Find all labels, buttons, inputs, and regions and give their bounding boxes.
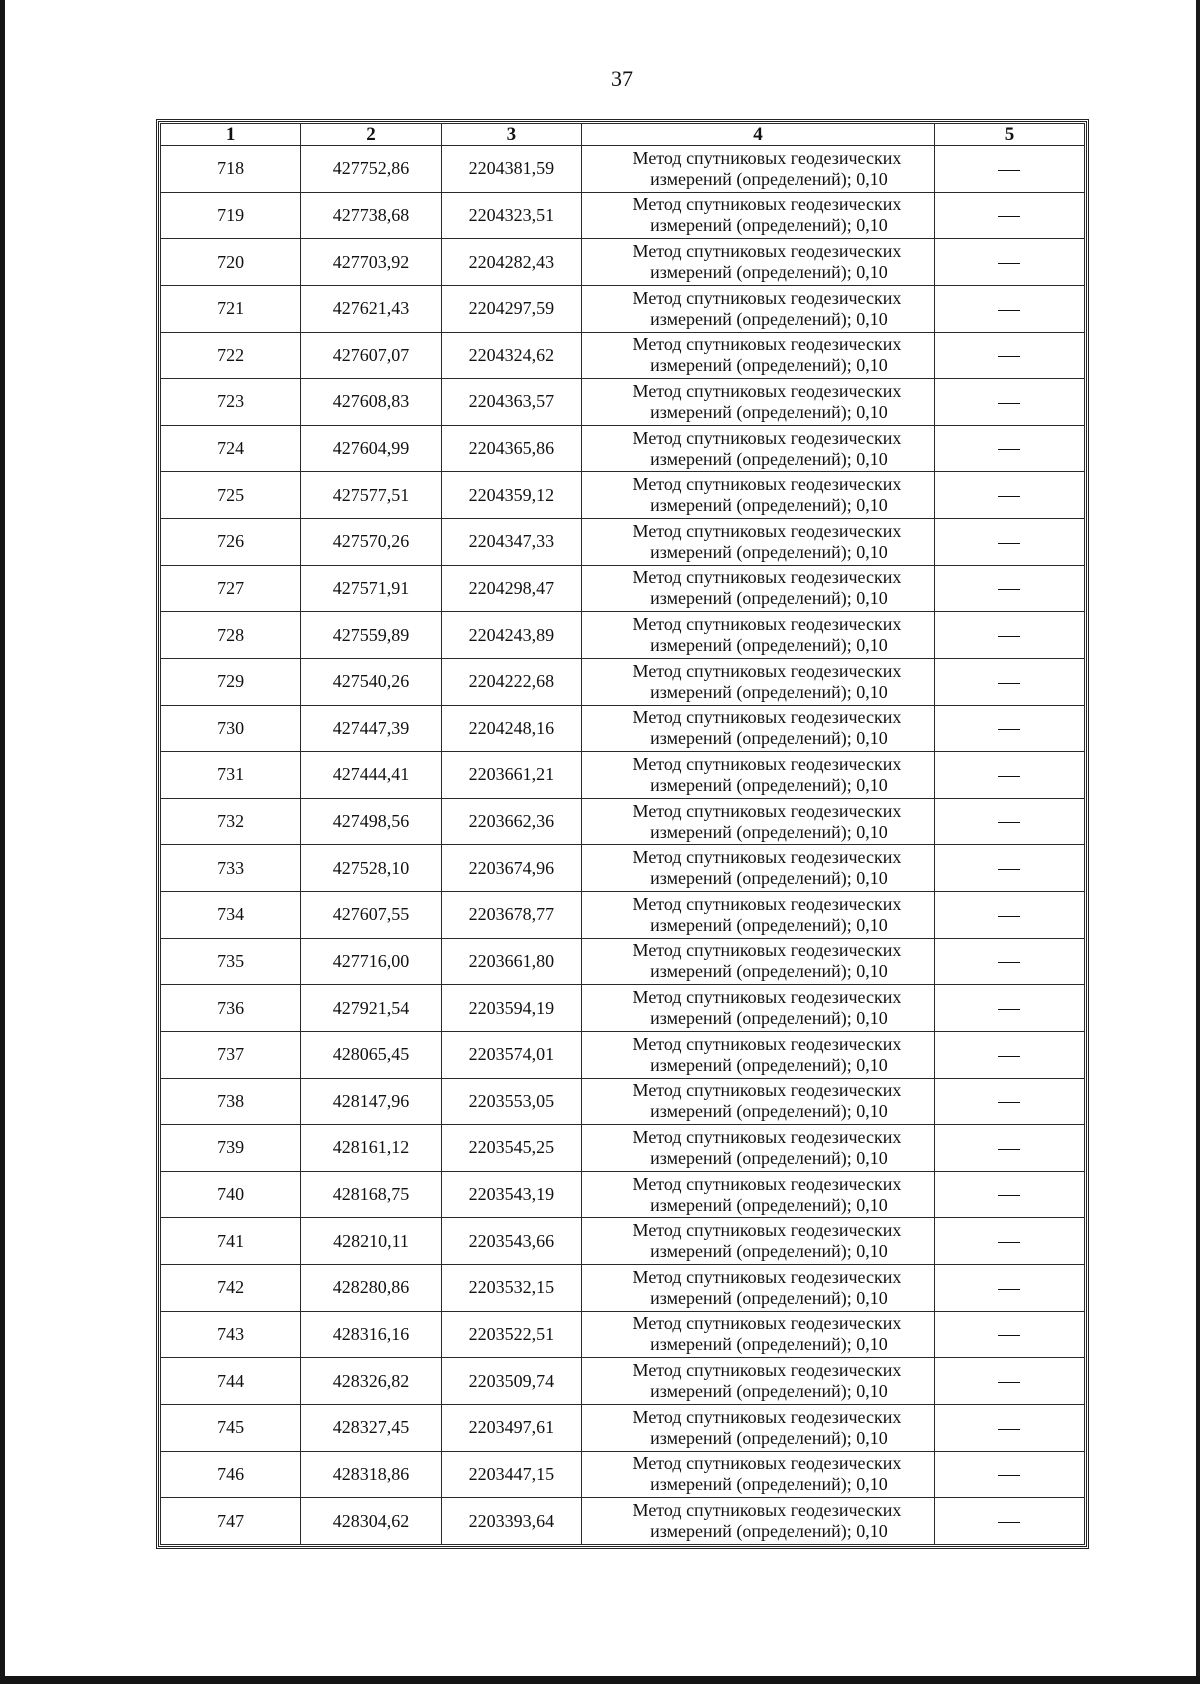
x-coordinate-cell: 427571,91 bbox=[301, 565, 441, 612]
method-text-line1: Метод спутниковых геодезических bbox=[632, 567, 902, 588]
method-text-line1: Метод спутниковых геодезических bbox=[632, 1220, 902, 1241]
method-text-line1: Метод спутниковых геодезических bbox=[632, 1080, 902, 1101]
table-row bbox=[161, 1498, 1085, 1545]
note-cell bbox=[934, 146, 1084, 193]
method-text-line1: Метод спутниковых геодезических bbox=[632, 893, 902, 914]
table-row bbox=[161, 285, 1085, 332]
method-text-line2: измерений (определений); 0,10 bbox=[650, 774, 888, 795]
point-number-cell: 730 bbox=[161, 705, 301, 752]
x-coordinate-cell: 428280,86 bbox=[301, 1265, 441, 1312]
method-text-line1: Метод спутниковых геодезических bbox=[632, 380, 902, 401]
method-cell bbox=[582, 285, 935, 332]
y-coordinate-cell: 2204243,89 bbox=[441, 612, 581, 659]
note-cell bbox=[934, 658, 1084, 705]
y-coordinate-cell: 2203545,25 bbox=[441, 1125, 581, 1172]
table-row bbox=[161, 192, 1085, 239]
note-cell bbox=[934, 1358, 1084, 1405]
method-text-line2: измерений (определений); 0,10 bbox=[650, 914, 888, 935]
method-cell bbox=[582, 472, 935, 519]
dash-mark bbox=[998, 170, 1020, 171]
method-cell bbox=[582, 1498, 935, 1545]
method-text-line2: измерений (определений); 0,10 bbox=[650, 1241, 888, 1262]
scan-border-bottom bbox=[0, 1676, 1200, 1684]
method-cell bbox=[582, 1451, 935, 1498]
note-cell bbox=[934, 1125, 1084, 1172]
coordinates-table-frame bbox=[156, 119, 1089, 1549]
point-number-cell: 722 bbox=[161, 332, 301, 379]
point-number-cell: 737 bbox=[161, 1031, 301, 1078]
dash-mark bbox=[998, 1429, 1020, 1430]
header-cell-5: 5 bbox=[934, 124, 1084, 146]
table-row bbox=[161, 239, 1085, 286]
note-cell bbox=[934, 425, 1084, 472]
method-cell bbox=[582, 1218, 935, 1265]
method-text-line2: измерений (определений); 0,10 bbox=[650, 308, 888, 329]
table-row bbox=[161, 845, 1085, 892]
method-text-line1: Метод спутниковых геодезических bbox=[632, 614, 902, 635]
method-text-line1: Метод спутниковых геодезических bbox=[632, 1453, 902, 1474]
method-text-line2: измерений (определений); 0,10 bbox=[650, 1427, 888, 1448]
point-number-cell: 732 bbox=[161, 798, 301, 845]
method-text-line2: измерений (определений); 0,10 bbox=[650, 1334, 888, 1355]
x-coordinate-cell: 427577,51 bbox=[301, 472, 441, 519]
x-coordinate-cell: 428316,16 bbox=[301, 1311, 441, 1358]
dash-mark bbox=[998, 263, 1020, 264]
note-cell bbox=[934, 938, 1084, 985]
header-cell-2: 2 bbox=[301, 124, 441, 146]
method-text-line2: измерений (определений); 0,10 bbox=[650, 215, 888, 236]
y-coordinate-cell: 2204365,86 bbox=[441, 425, 581, 472]
x-coordinate-cell: 427921,54 bbox=[301, 985, 441, 1032]
method-text-line1: Метод спутниковых геодезических bbox=[632, 707, 902, 728]
method-text-line1: Метод спутниковых геодезических bbox=[632, 847, 902, 868]
table-row bbox=[161, 938, 1085, 985]
note-cell bbox=[934, 985, 1084, 1032]
point-number-cell: 744 bbox=[161, 1358, 301, 1405]
y-coordinate-cell: 2204282,43 bbox=[441, 239, 581, 286]
point-number-cell: 720 bbox=[161, 239, 301, 286]
y-coordinate-cell: 2204359,12 bbox=[441, 472, 581, 519]
method-text-line2: измерений (определений); 0,10 bbox=[650, 1474, 888, 1495]
x-coordinate-cell: 427703,92 bbox=[301, 239, 441, 286]
dash-mark bbox=[998, 449, 1020, 450]
point-number-cell: 745 bbox=[161, 1404, 301, 1451]
table-row bbox=[161, 1265, 1085, 1312]
y-coordinate-cell: 2204347,33 bbox=[441, 519, 581, 566]
y-coordinate-cell: 2203553,05 bbox=[441, 1078, 581, 1125]
note-cell bbox=[934, 705, 1084, 752]
y-coordinate-cell: 2203447,15 bbox=[441, 1451, 581, 1498]
method-text-line2: измерений (определений); 0,10 bbox=[650, 1101, 888, 1122]
dash-mark bbox=[998, 962, 1020, 963]
x-coordinate-cell: 427608,83 bbox=[301, 379, 441, 426]
dash-mark bbox=[998, 310, 1020, 311]
method-cell bbox=[582, 752, 935, 799]
dash-mark bbox=[998, 216, 1020, 217]
header-cell-4: 4 bbox=[582, 124, 935, 146]
method-text-line2: измерений (определений); 0,10 bbox=[650, 448, 888, 469]
dash-mark bbox=[998, 636, 1020, 637]
method-cell bbox=[582, 239, 935, 286]
method-text-line1: Метод спутниковых геодезических bbox=[632, 474, 902, 495]
method-text-line2: измерений (определений); 0,10 bbox=[650, 541, 888, 562]
table-row bbox=[161, 752, 1085, 799]
dash-mark bbox=[998, 1475, 1020, 1476]
table-row bbox=[161, 1218, 1085, 1265]
y-coordinate-cell: 2203662,36 bbox=[441, 798, 581, 845]
note-cell bbox=[934, 798, 1084, 845]
note-cell bbox=[934, 1404, 1084, 1451]
dash-mark bbox=[998, 683, 1020, 684]
method-cell bbox=[582, 798, 935, 845]
method-text-line2: измерений (определений); 0,10 bbox=[650, 1521, 888, 1542]
y-coordinate-cell: 2203661,80 bbox=[441, 938, 581, 985]
table-row bbox=[161, 798, 1085, 845]
x-coordinate-cell: 427570,26 bbox=[301, 519, 441, 566]
point-number-cell: 723 bbox=[161, 379, 301, 426]
method-text-line2: измерений (определений); 0,10 bbox=[650, 821, 888, 842]
x-coordinate-cell: 427716,00 bbox=[301, 938, 441, 985]
point-number-cell: 734 bbox=[161, 892, 301, 939]
method-text-line2: измерений (определений); 0,10 bbox=[650, 961, 888, 982]
point-number-cell: 733 bbox=[161, 845, 301, 892]
table-row bbox=[161, 658, 1085, 705]
method-text-line1: Метод спутниковых геодезических bbox=[632, 147, 902, 168]
method-text-line1: Метод спутниковых геодезических bbox=[632, 194, 902, 215]
x-coordinate-cell: 428065,45 bbox=[301, 1031, 441, 1078]
method-cell bbox=[582, 1031, 935, 1078]
table-row bbox=[161, 612, 1085, 659]
method-cell bbox=[582, 938, 935, 985]
coordinates-table bbox=[160, 123, 1085, 1545]
dash-mark bbox=[998, 916, 1020, 917]
x-coordinate-cell: 428318,86 bbox=[301, 1451, 441, 1498]
note-cell bbox=[934, 1265, 1084, 1312]
method-cell bbox=[582, 332, 935, 379]
dash-mark bbox=[998, 543, 1020, 544]
method-text-line2: измерений (определений); 0,10 bbox=[650, 588, 888, 609]
method-text-line1: Метод спутниковых геодезических bbox=[632, 1500, 902, 1521]
dash-mark bbox=[998, 1195, 1020, 1196]
y-coordinate-cell: 2204248,16 bbox=[441, 705, 581, 752]
point-number-cell: 747 bbox=[161, 1498, 301, 1545]
method-text-line1: Метод спутниковых геодезических bbox=[632, 520, 902, 541]
method-text-line1: Метод спутниковых геодезических bbox=[632, 334, 902, 355]
method-text-line1: Метод спутниковых геодезических bbox=[632, 940, 902, 961]
page-number: 37 bbox=[611, 66, 633, 91]
method-text-line2: измерений (определений); 0,10 bbox=[650, 1008, 888, 1029]
table-row bbox=[161, 1031, 1085, 1078]
method-cell bbox=[582, 1125, 935, 1172]
x-coordinate-cell: 427444,41 bbox=[301, 752, 441, 799]
note-cell bbox=[934, 1218, 1084, 1265]
method-text-line2: измерений (определений); 0,10 bbox=[650, 401, 888, 422]
y-coordinate-cell: 2203532,15 bbox=[441, 1265, 581, 1312]
table-row bbox=[161, 519, 1085, 566]
x-coordinate-cell: 427621,43 bbox=[301, 285, 441, 332]
note-cell bbox=[934, 192, 1084, 239]
dash-mark bbox=[998, 1522, 1020, 1523]
point-number-cell: 742 bbox=[161, 1265, 301, 1312]
y-coordinate-cell: 2203522,51 bbox=[441, 1311, 581, 1358]
note-cell bbox=[934, 519, 1084, 566]
method-cell bbox=[582, 1404, 935, 1451]
dash-mark bbox=[998, 1149, 1020, 1150]
method-text-line2: измерений (определений); 0,10 bbox=[650, 728, 888, 749]
point-number-cell: 719 bbox=[161, 192, 301, 239]
method-cell bbox=[582, 146, 935, 193]
note-cell bbox=[934, 1031, 1084, 1078]
method-text-line1: Метод спутниковых геодезических bbox=[632, 987, 902, 1008]
y-coordinate-cell: 2203509,74 bbox=[441, 1358, 581, 1405]
method-text-line1: Метод спутниковых геодезических bbox=[632, 241, 902, 262]
method-text-line1: Метод спутниковых геодезических bbox=[632, 1360, 902, 1381]
method-text-line1: Метод спутниковых геодезических bbox=[632, 287, 902, 308]
y-coordinate-cell: 2204297,59 bbox=[441, 285, 581, 332]
table-row bbox=[161, 379, 1085, 426]
x-coordinate-cell: 427447,39 bbox=[301, 705, 441, 752]
method-cell bbox=[582, 192, 935, 239]
note-cell bbox=[934, 1171, 1084, 1218]
x-coordinate-cell: 428304,62 bbox=[301, 1498, 441, 1545]
table-row bbox=[161, 892, 1085, 939]
x-coordinate-cell: 427738,68 bbox=[301, 192, 441, 239]
point-number-cell: 746 bbox=[161, 1451, 301, 1498]
note-cell bbox=[934, 612, 1084, 659]
scan-border-right bbox=[1196, 0, 1200, 1684]
point-number-cell: 741 bbox=[161, 1218, 301, 1265]
method-text-line2: измерений (определений); 0,10 bbox=[650, 1381, 888, 1402]
dash-mark bbox=[998, 589, 1020, 590]
method-cell bbox=[582, 1171, 935, 1218]
dash-mark bbox=[998, 1102, 1020, 1103]
note-cell bbox=[934, 845, 1084, 892]
note-cell bbox=[934, 379, 1084, 426]
method-cell bbox=[582, 705, 935, 752]
method-text-line1: Метод спутниковых геодезических bbox=[632, 800, 902, 821]
dash-mark bbox=[998, 356, 1020, 357]
point-number-cell: 727 bbox=[161, 565, 301, 612]
table-row bbox=[161, 565, 1085, 612]
method-text-line2: измерений (определений); 0,10 bbox=[650, 262, 888, 283]
method-text-line1: Метод спутниковых геодезических bbox=[632, 1313, 902, 1334]
y-coordinate-cell: 2203678,77 bbox=[441, 892, 581, 939]
method-text-line2: измерений (определений); 0,10 bbox=[650, 1054, 888, 1075]
method-cell bbox=[582, 379, 935, 426]
dash-mark bbox=[998, 869, 1020, 870]
note-cell bbox=[934, 892, 1084, 939]
method-cell bbox=[582, 1311, 935, 1358]
x-coordinate-cell: 427607,07 bbox=[301, 332, 441, 379]
table-row bbox=[161, 1404, 1085, 1451]
point-number-cell: 718 bbox=[161, 146, 301, 193]
table-row bbox=[161, 705, 1085, 752]
point-number-cell: 736 bbox=[161, 985, 301, 1032]
table-row bbox=[161, 1451, 1085, 1498]
table-body bbox=[161, 146, 1085, 1545]
table-row bbox=[161, 1358, 1085, 1405]
dash-mark bbox=[998, 1382, 1020, 1383]
method-text-line1: Метод спутниковых геодезических bbox=[632, 660, 902, 681]
header-row bbox=[161, 124, 1085, 146]
point-number-cell: 731 bbox=[161, 752, 301, 799]
dash-mark bbox=[998, 1009, 1020, 1010]
x-coordinate-cell: 428210,11 bbox=[301, 1218, 441, 1265]
y-coordinate-cell: 2203674,96 bbox=[441, 845, 581, 892]
method-text-line2: измерений (определений); 0,10 bbox=[650, 1194, 888, 1215]
x-coordinate-cell: 427604,99 bbox=[301, 425, 441, 472]
x-coordinate-cell: 428168,75 bbox=[301, 1171, 441, 1218]
note-cell bbox=[934, 285, 1084, 332]
method-text-line1: Метод спутниковых геодезических bbox=[632, 427, 902, 448]
y-coordinate-cell: 2204298,47 bbox=[441, 565, 581, 612]
point-number-cell: 740 bbox=[161, 1171, 301, 1218]
method-cell bbox=[582, 892, 935, 939]
table-row bbox=[161, 985, 1085, 1032]
note-cell bbox=[934, 752, 1084, 799]
y-coordinate-cell: 2203661,21 bbox=[441, 752, 581, 799]
method-cell bbox=[582, 565, 935, 612]
method-text-line2: измерений (определений); 0,10 bbox=[650, 1147, 888, 1168]
point-number-cell: 725 bbox=[161, 472, 301, 519]
point-number-cell: 726 bbox=[161, 519, 301, 566]
x-coordinate-cell: 428161,12 bbox=[301, 1125, 441, 1172]
note-cell bbox=[934, 1451, 1084, 1498]
method-cell bbox=[582, 519, 935, 566]
x-coordinate-cell: 427607,55 bbox=[301, 892, 441, 939]
method-cell bbox=[582, 985, 935, 1032]
point-number-cell: 724 bbox=[161, 425, 301, 472]
method-text-line2: измерений (определений); 0,10 bbox=[650, 495, 888, 516]
y-coordinate-cell: 2204381,59 bbox=[441, 146, 581, 193]
dash-mark bbox=[998, 496, 1020, 497]
method-cell bbox=[582, 425, 935, 472]
note-cell bbox=[934, 472, 1084, 519]
x-coordinate-cell: 427559,89 bbox=[301, 612, 441, 659]
dash-mark bbox=[998, 1335, 1020, 1336]
x-coordinate-cell: 427528,10 bbox=[301, 845, 441, 892]
method-text-line2: измерений (определений); 0,10 bbox=[650, 681, 888, 702]
method-cell bbox=[582, 845, 935, 892]
header-cell-1: 1 bbox=[161, 124, 301, 146]
method-cell bbox=[582, 1265, 935, 1312]
dash-mark bbox=[998, 1289, 1020, 1290]
table-row bbox=[161, 425, 1085, 472]
point-number-cell: 729 bbox=[161, 658, 301, 705]
point-number-cell: 735 bbox=[161, 938, 301, 985]
x-coordinate-cell: 428326,82 bbox=[301, 1358, 441, 1405]
method-cell bbox=[582, 612, 935, 659]
method-text-line2: измерений (определений); 0,10 bbox=[650, 355, 888, 376]
scan-border-left bbox=[0, 0, 5, 1684]
method-text-line1: Метод спутниковых геодезических bbox=[632, 1033, 902, 1054]
method-text-line2: измерений (определений); 0,10 bbox=[650, 635, 888, 656]
point-number-cell: 721 bbox=[161, 285, 301, 332]
method-cell bbox=[582, 1358, 935, 1405]
x-coordinate-cell: 427498,56 bbox=[301, 798, 441, 845]
header-cell-3: 3 bbox=[441, 124, 581, 146]
point-number-cell: 738 bbox=[161, 1078, 301, 1125]
y-coordinate-cell: 2204324,62 bbox=[441, 332, 581, 379]
y-coordinate-cell: 2203497,61 bbox=[441, 1404, 581, 1451]
note-cell bbox=[934, 1498, 1084, 1545]
y-coordinate-cell: 2203393,64 bbox=[441, 1498, 581, 1545]
y-coordinate-cell: 2204222,68 bbox=[441, 658, 581, 705]
method-text-line1: Метод спутниковых геодезических bbox=[632, 753, 902, 774]
table-row bbox=[161, 1171, 1085, 1218]
y-coordinate-cell: 2203543,66 bbox=[441, 1218, 581, 1265]
method-text-line1: Метод спутниковых геодезических bbox=[632, 1406, 902, 1427]
table-row bbox=[161, 1311, 1085, 1358]
method-text-line1: Метод спутниковых геодезических bbox=[632, 1126, 902, 1147]
y-coordinate-cell: 2203574,01 bbox=[441, 1031, 581, 1078]
y-coordinate-cell: 2204363,57 bbox=[441, 379, 581, 426]
x-coordinate-cell: 428147,96 bbox=[301, 1078, 441, 1125]
point-number-cell: 728 bbox=[161, 612, 301, 659]
method-text-line2: измерений (определений); 0,10 bbox=[650, 1287, 888, 1308]
note-cell bbox=[934, 332, 1084, 379]
x-coordinate-cell: 427540,26 bbox=[301, 658, 441, 705]
note-cell bbox=[934, 239, 1084, 286]
y-coordinate-cell: 2204323,51 bbox=[441, 192, 581, 239]
note-cell bbox=[934, 565, 1084, 612]
table-row bbox=[161, 1125, 1085, 1172]
method-text-line2: измерений (определений); 0,10 bbox=[650, 868, 888, 889]
method-text-line1: Метод спутниковых геодезических bbox=[632, 1266, 902, 1287]
x-coordinate-cell: 428327,45 bbox=[301, 1404, 441, 1451]
table-row bbox=[161, 472, 1085, 519]
y-coordinate-cell: 2203594,19 bbox=[441, 985, 581, 1032]
point-number-cell: 739 bbox=[161, 1125, 301, 1172]
dash-mark bbox=[998, 822, 1020, 823]
table-row bbox=[161, 146, 1085, 193]
dash-mark bbox=[998, 729, 1020, 730]
table-row bbox=[161, 1078, 1085, 1125]
note-cell bbox=[934, 1311, 1084, 1358]
method-text-line1: Метод спутниковых геодезических bbox=[632, 1173, 902, 1194]
method-cell bbox=[582, 658, 935, 705]
x-coordinate-cell: 427752,86 bbox=[301, 146, 441, 193]
point-number-cell: 743 bbox=[161, 1311, 301, 1358]
dash-mark bbox=[998, 1056, 1020, 1057]
dash-mark bbox=[998, 1242, 1020, 1243]
dash-mark bbox=[998, 403, 1020, 404]
y-coordinate-cell: 2203543,19 bbox=[441, 1171, 581, 1218]
note-cell bbox=[934, 1078, 1084, 1125]
method-cell bbox=[582, 1078, 935, 1125]
table-row bbox=[161, 332, 1085, 379]
dash-mark bbox=[998, 776, 1020, 777]
method-text-line2: измерений (определений); 0,10 bbox=[650, 168, 888, 189]
